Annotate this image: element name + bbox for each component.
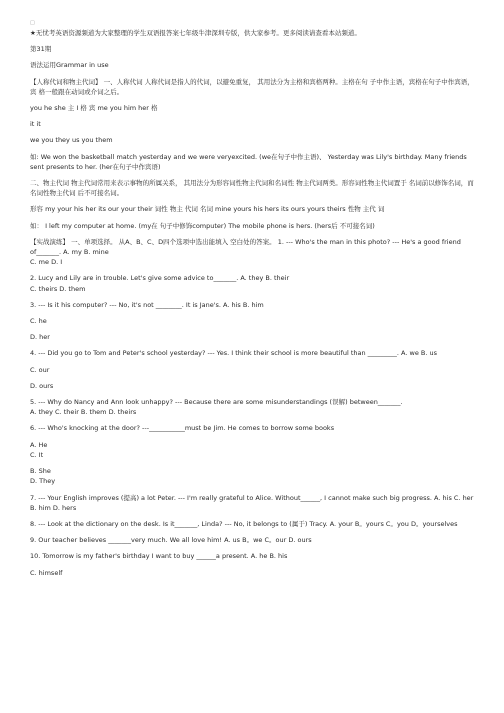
pronoun-intro: 【人称代词和物主代词】 一、人称代词 人称代词是指人的代词，以避免重复， 其用法分为主格和宾格两种。主格在句 子中作主语，宾格在句子中作宾语，宾 格一般跟在动词或介词之后。 (30, 77, 474, 96)
possessive-table: 形容 my your his her its our your their 词性 物主 代词 名词 mine yours his hers its ours yours theirs 性物 主代 词 (30, 205, 385, 214)
question-6-options-bd: B. She D. They (30, 467, 56, 486)
question-4-option-c: C. our (30, 365, 50, 374)
question-4: 4. --- Did you go to Tom and Peter's school yesterday? --- Yes. I think their school is more beautiful than _________. A. we B. us (30, 349, 437, 358)
intro-line: ★无忧考英语资源频道为大家整理的学生双语报答案七年级牛津深圳专版，供大家参考。更多阅读请查看本站频道。 (30, 29, 361, 37)
possessive-example: 如： I left my computer at home. (my在 句子中修饰computer) The mobile phone is hers. (hers后 不可接名词) (30, 221, 375, 230)
question-3-option-c: C. he (30, 317, 47, 326)
document-body (30, 28, 476, 578)
possessive-intro: 二、物主代词 物主代词常用来表示事物的所属关系， 其用法分为形容词性物主代词和名词性 物主代词两类。形容词性物主代词置于 名词前以修饰名词，而名词性物主代词 后不可接名词。 (30, 179, 474, 198)
issue-number: 第31期 (30, 45, 52, 54)
question-2: 2. Lucy and Lily are in trouble. Let's give some advice to_______. A. they B. their C. theirs D. them (30, 274, 290, 293)
question-5: 5. --- Why do Nancy and Ann look unhappy? --- Because there are some misunderstandings (误解) between_______. A. they C. their B. them D. theirs (30, 398, 403, 417)
pronoun-table-row-1: you he she 主 I 格 宾 me you him her 格 (30, 104, 158, 113)
pronoun-table-row-2: it it (30, 120, 41, 129)
question-9: 9. Our teacher believes _______very much. We all love him! A. us B。we C。our D. ours (30, 536, 312, 545)
question-10: 10. Tomorrow is my father's birthday I want to buy ______a present. A. he B. his (30, 552, 288, 561)
question-8: 8. --- Look at the dictionary on the desk. Is it_______, Linda? --- No, it belongs to (属于) Tracy. A. your B。yours C。you D。yourselves (30, 519, 458, 528)
question-3-option-d: D. her (30, 333, 50, 342)
question-4-option-d: D. ours (30, 381, 54, 390)
question-6-options-ac: A. He C. It (30, 440, 48, 459)
exercise-intro-q1: 【实战演练】 一、单项选择。 从A、B、C、D四个选项中选出能填入 空白处的答案。 1. --- Who's the man in this photo? --- He's a good friend of_______. A. my B. mine C. me D. I (30, 237, 461, 267)
section-heading: 语法运用Grammar in use (30, 61, 109, 70)
question-10-option-c: C. himself (30, 568, 63, 577)
question-6: 6. --- Who's knocking at the door? ---___________must be Jim. He comes to borrow some books (30, 424, 335, 433)
pronoun-table-row-3: we you they us you them (30, 136, 113, 145)
question-3: 3. --- Is it his computer? --- No, it's not ________. It is Jane's. A. his B. him (30, 300, 264, 309)
pronoun-example: 如: We won the basketball match yesterday and we were veryexcited. (we在句子中作主语)、 Yesterday was Lily's birthday. Many friends sent presents to her. (her在句子中作宾语) (30, 152, 467, 171)
question-7: 7. --- Your English improves (提高) a lot Peter. --- I'm really grateful to Alice. Without______, I cannot make such big progress. A. his C. her B. him D. hers (30, 493, 474, 512)
corner-mark: □ (30, 20, 35, 26)
